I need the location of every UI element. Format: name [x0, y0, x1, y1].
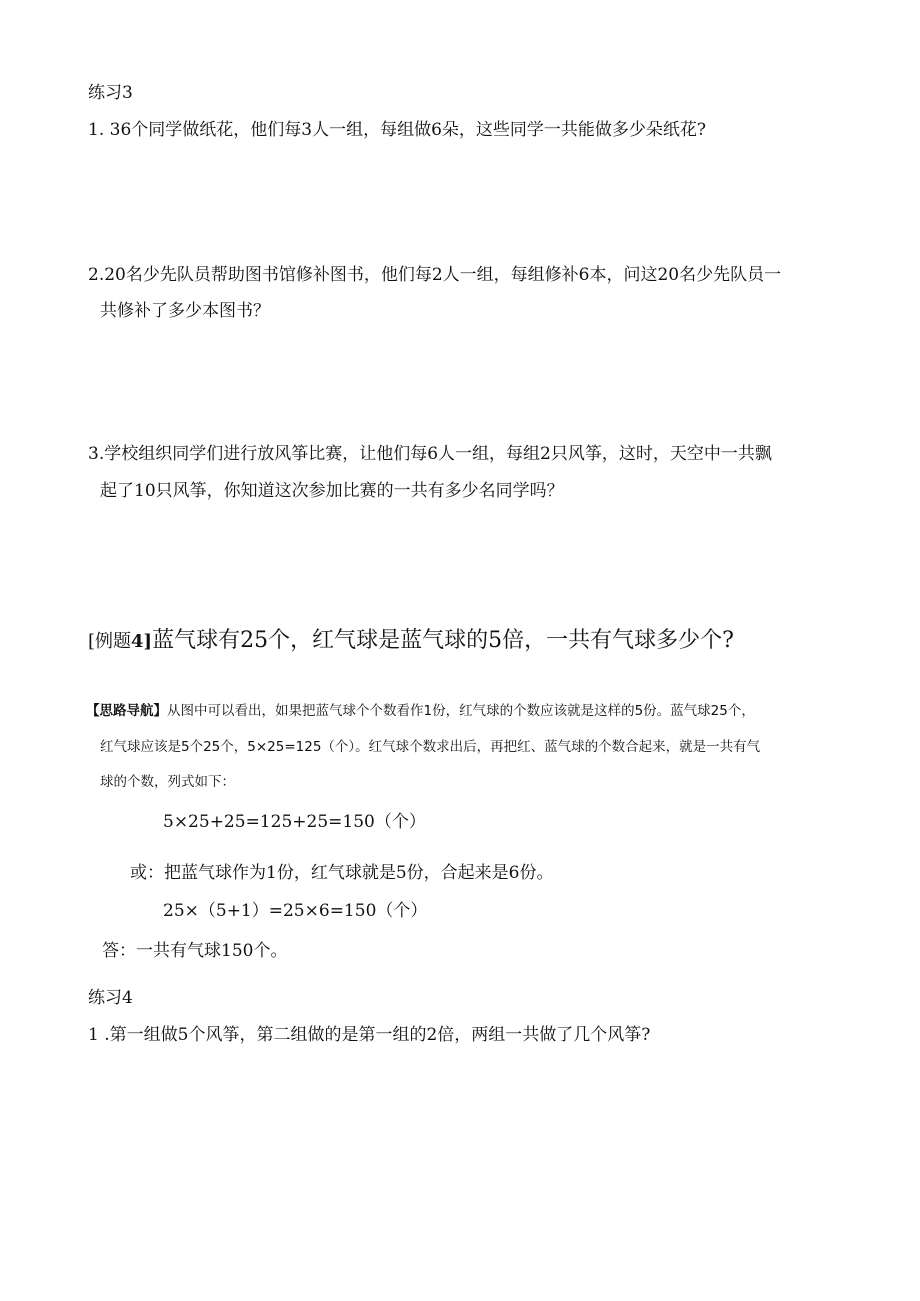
- example-4-heading: [88, 627, 734, 656]
- answer: 答：一共有气球150个。: [102, 941, 288, 961]
- practice-3-question-1: 1. 36个同学做纸花，他们每3人一组，每组做6朵，这些同学一共能做多少朵纸花?: [88, 120, 706, 140]
- hint-line-3: 球的个数，列式如下：: [100, 774, 235, 790]
- example-4-tag-prefix: [例题: [88, 631, 132, 652]
- practice-4-title: 练习4: [88, 988, 133, 1008]
- hint-line-2: 红气球应该是5个25个，5×25=125（个）。红气球个数求出后，再把红、蓝气球的个数合起来，就是一共有气: [100, 739, 761, 755]
- hint-line-1: [86, 701, 755, 721]
- practice-3-title: 练习3: [88, 83, 133, 103]
- example-4-question: 蓝气球有25个，红气球是蓝气球的5倍，一共有气球多少个?: [152, 628, 734, 653]
- practice-3-question-2-line-2: 共修补了多少本图书？: [100, 301, 270, 321]
- formula-1: 5×25+25=125+25=150（个）: [163, 812, 426, 832]
- example-4-tag-number: 4]: [131, 631, 153, 652]
- example-4-tag: [88, 631, 152, 652]
- formula-2: 25×（5+1）=25×6=150（个）: [163, 901, 428, 921]
- alternative-method: 或：把蓝气球作为1份，红气球就是5份，合起来是6份。: [130, 863, 554, 883]
- hint-label: 【思路导航】: [86, 703, 167, 719]
- practice-3-question-2-line-1: 2.20名少先队员帮助图书馆修补图书，他们每2人一组，每组修补6本，问这20名少先队员一: [88, 265, 782, 285]
- hint-text-1: 从图中可以看出，如果把蓝气球个个数看作1份，红气球的个数应该就是这样的5份。蓝气球25个，: [167, 703, 755, 719]
- practice-4-question-1: 1 .第一组做5个风筝，第二组做的是第一组的2倍，两组一共做了几个风筝?: [88, 1025, 651, 1045]
- practice-3-question-3-line-1: 3.学校组织同学们进行放风筝比赛，让他们每6人一组，每组2只风筝，这时，天空中一共飘: [88, 444, 772, 464]
- practice-3-question-3-line-2: 起了10只风筝，你知道这次参加比赛的一共有多少名同学吗？: [100, 481, 564, 501]
